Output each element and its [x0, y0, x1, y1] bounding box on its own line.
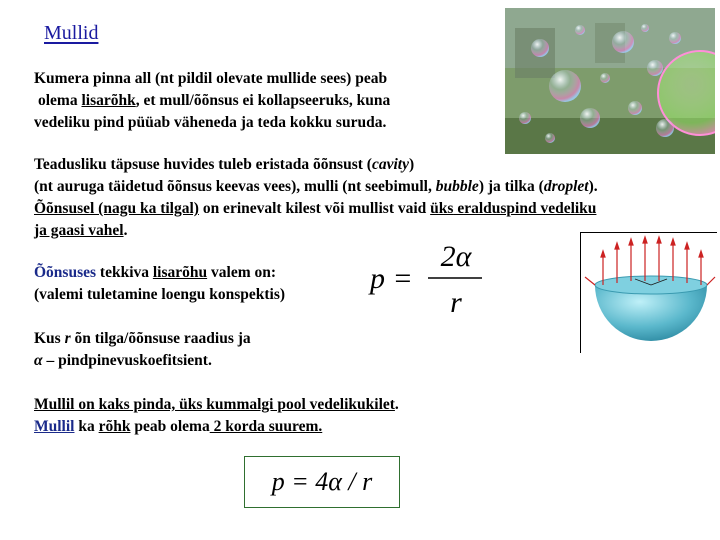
p1-line3: vedeliku pind püüab väheneda ja teda kokku suruda.: [34, 114, 387, 131]
term-rohk: rõhk: [98, 418, 131, 435]
term-bubble: bubble: [435, 178, 479, 195]
surface-tension-illustration: [581, 233, 717, 353]
p4-line2: α – pindpinevuskoefitsient.: [34, 352, 212, 369]
p5-line1: Mullil on kaks pinda, üks kummalgi pool vedelikukilet.: [34, 396, 399, 413]
p1-line1: Kumera pinna all (nt pildil olevate mullide sees) peab: [34, 70, 388, 87]
paragraph-legend: [34, 328, 251, 372]
paragraph-overpressure: [34, 68, 474, 134]
p2-line1: Teadusliku täpsuse huvides tuleb eristada õõnsust (cavity): [34, 156, 415, 173]
p4-line1: Kus r õn tilga/õõnsuse raadius ja: [34, 330, 251, 347]
term-cavity: cavity: [371, 156, 409, 173]
term-mullil: Mullil: [34, 418, 75, 435]
paragraph-definitions: [34, 154, 714, 242]
p3-line1: Õõnsuses tekkiva lisarõhu valem on:: [34, 264, 277, 281]
p5-line2: Mullil ka rõhk peab olema 2 korda suurem.: [34, 418, 323, 435]
p2-line4: ja gaasi vahel.: [34, 222, 128, 239]
p3-line2: (valemi tuletamine loengu konspektis): [34, 286, 286, 303]
formula-lhs: p =: [370, 262, 413, 295]
formula-graphic: [368, 236, 486, 320]
hemisphere-diagram: [580, 232, 717, 353]
page-title: Mullid: [44, 22, 99, 44]
term-oonsuses: Õõnsuses: [34, 264, 97, 281]
term-lisarohu: lisarõhu: [152, 264, 208, 281]
term-droplet: droplet: [543, 178, 589, 195]
laplace-formula: [368, 236, 486, 320]
p1-line2: olema lisarõhk, et mull/õõnsus ei kollapseeruks, kuna: [38, 92, 391, 109]
bubbles-illustration: [505, 8, 715, 154]
symbol-r: r: [64, 330, 71, 347]
paragraph-bubble: [34, 394, 399, 438]
p2-line2: (nt auruga täidetud õõnsus keevas vees), mulli (nt seebimull, bubble) ja tilka (droplet).: [34, 178, 598, 195]
bubbles-photo: [505, 8, 715, 154]
p2-line3: Õõnsusel (nagu ka tilgal) on erinevalt kilest või mullist vaid üks eralduspind vedeliku: [34, 200, 597, 217]
bubble-formula: p = 4α / r: [271, 467, 373, 496]
bubble-formula-box: [244, 456, 400, 508]
formula-denominator: r: [450, 286, 462, 319]
formula-numerator: 2α: [440, 240, 472, 273]
term-uks: üks: [430, 200, 454, 217]
paragraph-formula-intro: [34, 262, 285, 306]
term-lisarohk: lisarõhk: [81, 92, 136, 109]
symbol-alpha: α: [34, 352, 43, 369]
